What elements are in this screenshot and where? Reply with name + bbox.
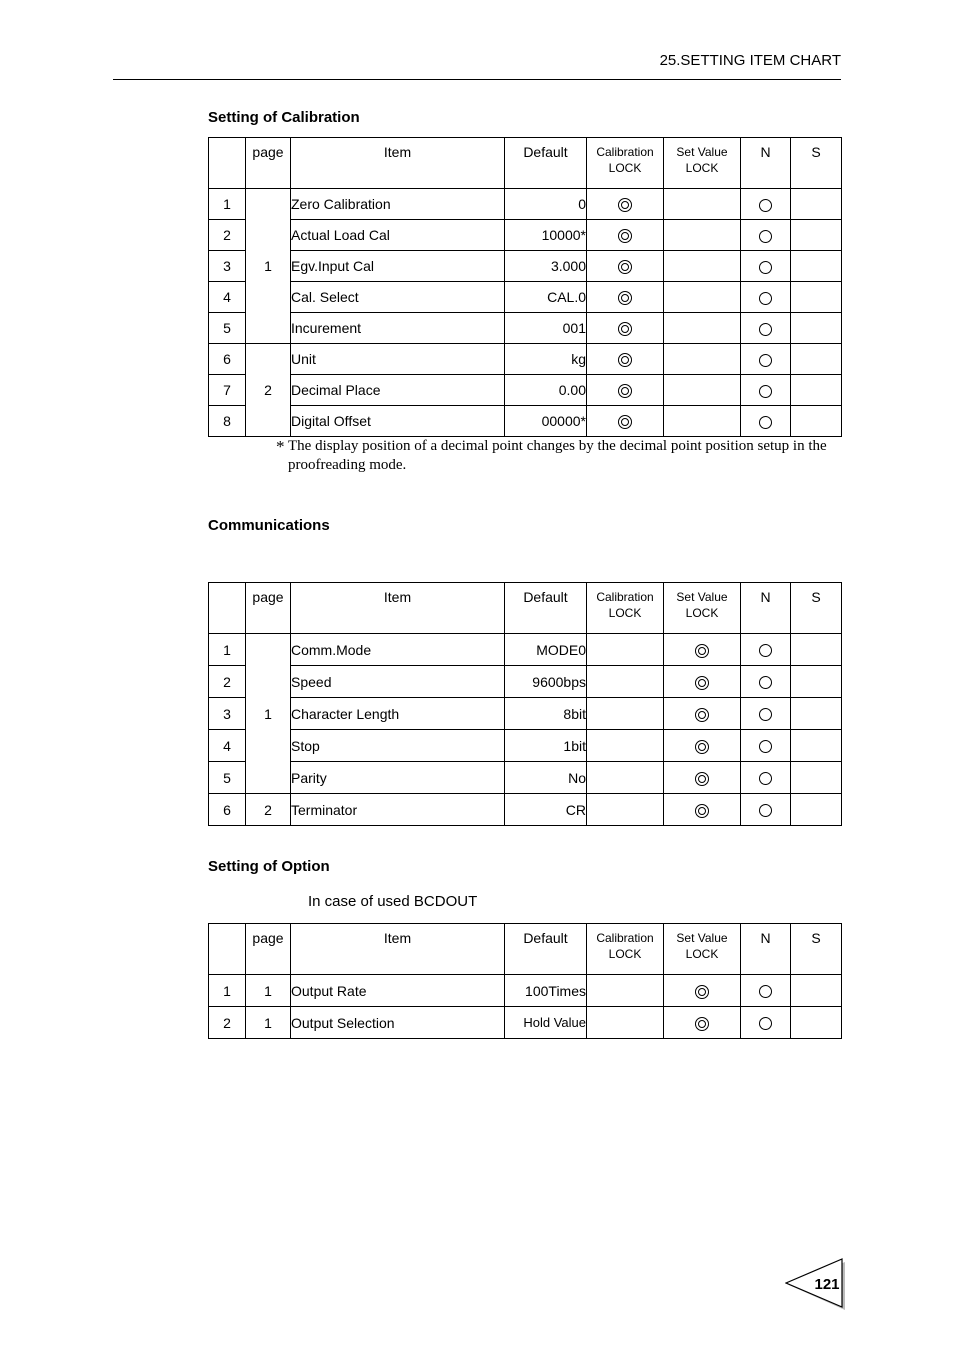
item-cell: Parity <box>291 762 505 794</box>
set-value-lock-cell <box>664 375 741 406</box>
double-circle-icon <box>695 804 709 818</box>
n-cell <box>741 375 791 406</box>
double-circle-icon <box>618 322 632 336</box>
double-circle-icon <box>695 708 709 722</box>
option-heading: Setting of Option <box>208 858 330 875</box>
col-n-header: N <box>741 138 791 189</box>
double-circle-icon <box>618 384 632 398</box>
n-cell <box>741 282 791 313</box>
calibration-lock-cell <box>587 313 664 344</box>
table-header-row <box>209 924 842 975</box>
col-s-header: S <box>791 924 842 975</box>
item-cell: Zero Calibration <box>291 189 505 220</box>
set-value-lock-cell <box>664 634 741 666</box>
col-n-header: N <box>741 583 791 634</box>
col-s-header: S <box>791 138 842 189</box>
col-page-header: page <box>246 583 291 634</box>
default-cell: CAL.0 <box>505 282 587 313</box>
page-cell: 1 <box>246 634 291 794</box>
circle-icon <box>759 230 772 243</box>
table-row <box>209 282 842 313</box>
table-row <box>209 1007 842 1039</box>
default-cell: kg <box>505 344 587 375</box>
table-header-row <box>209 583 842 634</box>
s-cell <box>791 762 842 794</box>
double-circle-icon <box>618 260 632 274</box>
double-circle-icon <box>695 740 709 754</box>
circle-icon <box>759 1017 772 1030</box>
header-line: LOCK <box>608 947 642 961</box>
circle-icon <box>759 804 772 817</box>
col-item-header: Item <box>291 924 505 975</box>
row-number: 6 <box>209 344 246 375</box>
n-cell <box>741 1007 791 1039</box>
calibration-lock-cell <box>587 666 664 698</box>
item-cell: Egv.Input Cal <box>291 251 505 282</box>
item-cell: Unit <box>291 344 505 375</box>
table-row <box>209 220 842 251</box>
calibration-table <box>208 137 842 437</box>
option-subheading: In case of used BCDOUT <box>308 893 478 910</box>
n-cell <box>741 730 791 762</box>
col-default-header: Default <box>505 924 587 975</box>
table-row <box>209 344 842 375</box>
item-cell: Decimal Place <box>291 375 505 406</box>
default-cell: 3.000 <box>505 251 587 282</box>
header-line: Calibration <box>596 931 654 945</box>
row-number: 1 <box>209 634 246 666</box>
table-row <box>209 698 842 730</box>
row-number: 2 <box>209 666 246 698</box>
circle-icon <box>759 740 772 753</box>
item-cell: Digital Offset <box>291 406 505 437</box>
row-number: 2 <box>209 220 246 251</box>
default-cell: Hold Value <box>505 1007 587 1039</box>
header-line: LOCK <box>685 947 719 961</box>
page-cell: 1 <box>246 1007 291 1039</box>
option-table <box>208 923 842 1039</box>
set-value-lock-cell <box>664 1007 741 1039</box>
col-default-header: Default <box>505 583 587 634</box>
double-circle-icon <box>695 1017 709 1031</box>
table-row <box>209 375 842 406</box>
circle-icon <box>759 772 772 785</box>
circle-icon <box>759 292 772 305</box>
header-line: Calibration <box>596 590 654 604</box>
row-number: 6 <box>209 794 246 826</box>
page-cell: 1 <box>246 189 291 344</box>
col-n-header: N <box>741 924 791 975</box>
col-set-value-lock-header <box>664 138 741 189</box>
header-rule <box>113 79 841 80</box>
calibration-lock-cell <box>587 698 664 730</box>
item-cell: Speed <box>291 666 505 698</box>
circle-icon <box>759 644 772 657</box>
default-cell: 0.00 <box>505 375 587 406</box>
calibration-lock-cell <box>587 730 664 762</box>
col-calibration-lock-header <box>587 924 664 975</box>
header-line: LOCK <box>685 161 719 175</box>
calibration-lock-cell <box>587 189 664 220</box>
footnote-marker: * <box>276 437 285 456</box>
header-line: LOCK <box>608 606 642 620</box>
table-row <box>209 975 842 1007</box>
s-cell <box>791 220 842 251</box>
circle-icon <box>759 985 772 998</box>
page-number: 121 <box>814 1276 840 1293</box>
set-value-lock-cell <box>664 313 741 344</box>
col-no-header <box>209 583 246 634</box>
page-cell: 1 <box>246 975 291 1007</box>
n-cell <box>741 189 791 220</box>
circle-icon <box>759 416 772 429</box>
default-cell: 0 <box>505 189 587 220</box>
table-row <box>209 730 842 762</box>
row-number: 5 <box>209 313 246 344</box>
set-value-lock-cell <box>664 406 741 437</box>
circle-icon <box>759 354 772 367</box>
double-circle-icon <box>618 353 632 367</box>
double-circle-icon <box>695 644 709 658</box>
s-cell <box>791 975 842 1007</box>
set-value-lock-cell <box>664 220 741 251</box>
header-line: Calibration <box>596 145 654 159</box>
double-circle-icon <box>695 676 709 690</box>
double-circle-icon <box>618 229 632 243</box>
set-value-lock-cell <box>664 344 741 375</box>
calibration-lock-cell <box>587 1007 664 1039</box>
double-circle-icon <box>618 291 632 305</box>
col-calibration-lock-header <box>587 583 664 634</box>
s-cell <box>791 666 842 698</box>
default-cell: 8bit <box>505 698 587 730</box>
default-cell: 10000* <box>505 220 587 251</box>
set-value-lock-cell <box>664 189 741 220</box>
header-line: LOCK <box>608 161 642 175</box>
col-page-header: page <box>246 138 291 189</box>
s-cell <box>791 730 842 762</box>
footnote-text: The display position of a decimal point changes by the decimal point position setup in the proofreading mode. <box>288 438 827 473</box>
s-cell <box>791 406 842 437</box>
s-cell <box>791 794 842 826</box>
calibration-lock-cell <box>587 634 664 666</box>
header-line: Set Value <box>676 145 728 159</box>
n-cell <box>741 220 791 251</box>
item-cell: Comm.Mode <box>291 634 505 666</box>
n-cell <box>741 313 791 344</box>
default-cell: 1bit <box>505 730 587 762</box>
row-number: 1 <box>209 975 246 1007</box>
s-cell <box>791 282 842 313</box>
item-cell: Terminator <box>291 794 505 826</box>
set-value-lock-cell <box>664 975 741 1007</box>
item-cell: Incurement <box>291 313 505 344</box>
col-item-header: Item <box>291 583 505 634</box>
s-cell <box>791 313 842 344</box>
calibration-lock-cell <box>587 251 664 282</box>
n-cell <box>741 634 791 666</box>
col-set-value-lock-header <box>664 924 741 975</box>
default-cell: 100Times <box>505 975 587 1007</box>
footnote <box>276 437 842 475</box>
item-cell: Cal. Select <box>291 282 505 313</box>
table-row <box>209 634 842 666</box>
item-cell: Stop <box>291 730 505 762</box>
s-cell <box>791 189 842 220</box>
header-line: LOCK <box>685 606 719 620</box>
set-value-lock-cell <box>664 698 741 730</box>
communications-table <box>208 582 842 826</box>
table-row <box>209 666 842 698</box>
calibration-lock-cell <box>587 406 664 437</box>
calibration-lock-cell <box>587 794 664 826</box>
n-cell <box>741 794 791 826</box>
row-number: 4 <box>209 730 246 762</box>
table-row <box>209 251 842 282</box>
set-value-lock-cell <box>664 282 741 313</box>
circle-icon <box>759 323 772 336</box>
row-number: 3 <box>209 251 246 282</box>
circle-icon <box>759 385 772 398</box>
double-circle-icon <box>695 985 709 999</box>
table-row <box>209 794 842 826</box>
default-cell: CR <box>505 794 587 826</box>
row-number: 3 <box>209 698 246 730</box>
table-row <box>209 189 842 220</box>
circle-icon <box>759 676 772 689</box>
default-cell: 9600bps <box>505 666 587 698</box>
n-cell <box>741 762 791 794</box>
circle-icon <box>759 261 772 274</box>
col-default-header: Default <box>505 138 587 189</box>
row-number: 5 <box>209 762 246 794</box>
set-value-lock-cell <box>664 251 741 282</box>
s-cell <box>791 1007 842 1039</box>
table-row <box>209 762 842 794</box>
n-cell <box>741 406 791 437</box>
col-page-header: page <box>246 924 291 975</box>
row-number: 2 <box>209 1007 246 1039</box>
row-number: 7 <box>209 375 246 406</box>
double-circle-icon <box>618 198 632 212</box>
item-cell: Output Rate <box>291 975 505 1007</box>
header-line: Set Value <box>676 931 728 945</box>
page-cell: 2 <box>246 344 291 437</box>
n-cell <box>741 251 791 282</box>
n-cell <box>741 698 791 730</box>
s-cell <box>791 375 842 406</box>
table-header-row <box>209 138 842 189</box>
s-cell <box>791 634 842 666</box>
calibration-lock-cell <box>587 762 664 794</box>
communications-heading: Communications <box>208 517 330 534</box>
calibration-heading: Setting of Calibration <box>208 109 360 126</box>
s-cell <box>791 251 842 282</box>
double-circle-icon <box>618 415 632 429</box>
s-cell <box>791 344 842 375</box>
row-number: 8 <box>209 406 246 437</box>
row-number: 1 <box>209 189 246 220</box>
calibration-lock-cell <box>587 375 664 406</box>
circle-icon <box>759 199 772 212</box>
table-row <box>209 313 842 344</box>
table-row <box>209 406 842 437</box>
s-cell <box>791 698 842 730</box>
n-cell <box>741 344 791 375</box>
calibration-lock-cell <box>587 220 664 251</box>
calibration-lock-cell <box>587 344 664 375</box>
item-cell: Actual Load Cal <box>291 220 505 251</box>
item-cell: Character Length <box>291 698 505 730</box>
col-no-header <box>209 924 246 975</box>
n-cell <box>741 975 791 1007</box>
set-value-lock-cell <box>664 762 741 794</box>
page-cell: 2 <box>246 794 291 826</box>
row-number: 4 <box>209 282 246 313</box>
default-cell: No <box>505 762 587 794</box>
n-cell <box>741 666 791 698</box>
col-item-header: Item <box>291 138 505 189</box>
item-cell: Output Selection <box>291 1007 505 1039</box>
col-no-header <box>209 138 246 189</box>
double-circle-icon <box>695 772 709 786</box>
col-calibration-lock-header <box>587 138 664 189</box>
set-value-lock-cell <box>664 666 741 698</box>
default-cell: MODE0 <box>505 634 587 666</box>
set-value-lock-cell <box>664 794 741 826</box>
default-cell: 001 <box>505 313 587 344</box>
default-cell: 00000* <box>505 406 587 437</box>
calibration-lock-cell <box>587 282 664 313</box>
col-set-value-lock-header <box>664 583 741 634</box>
set-value-lock-cell <box>664 730 741 762</box>
header-line: Set Value <box>676 590 728 604</box>
running-header: 25.SETTING ITEM CHART <box>659 52 841 69</box>
calibration-lock-cell <box>587 975 664 1007</box>
circle-icon <box>759 708 772 721</box>
col-s-header: S <box>791 583 842 634</box>
